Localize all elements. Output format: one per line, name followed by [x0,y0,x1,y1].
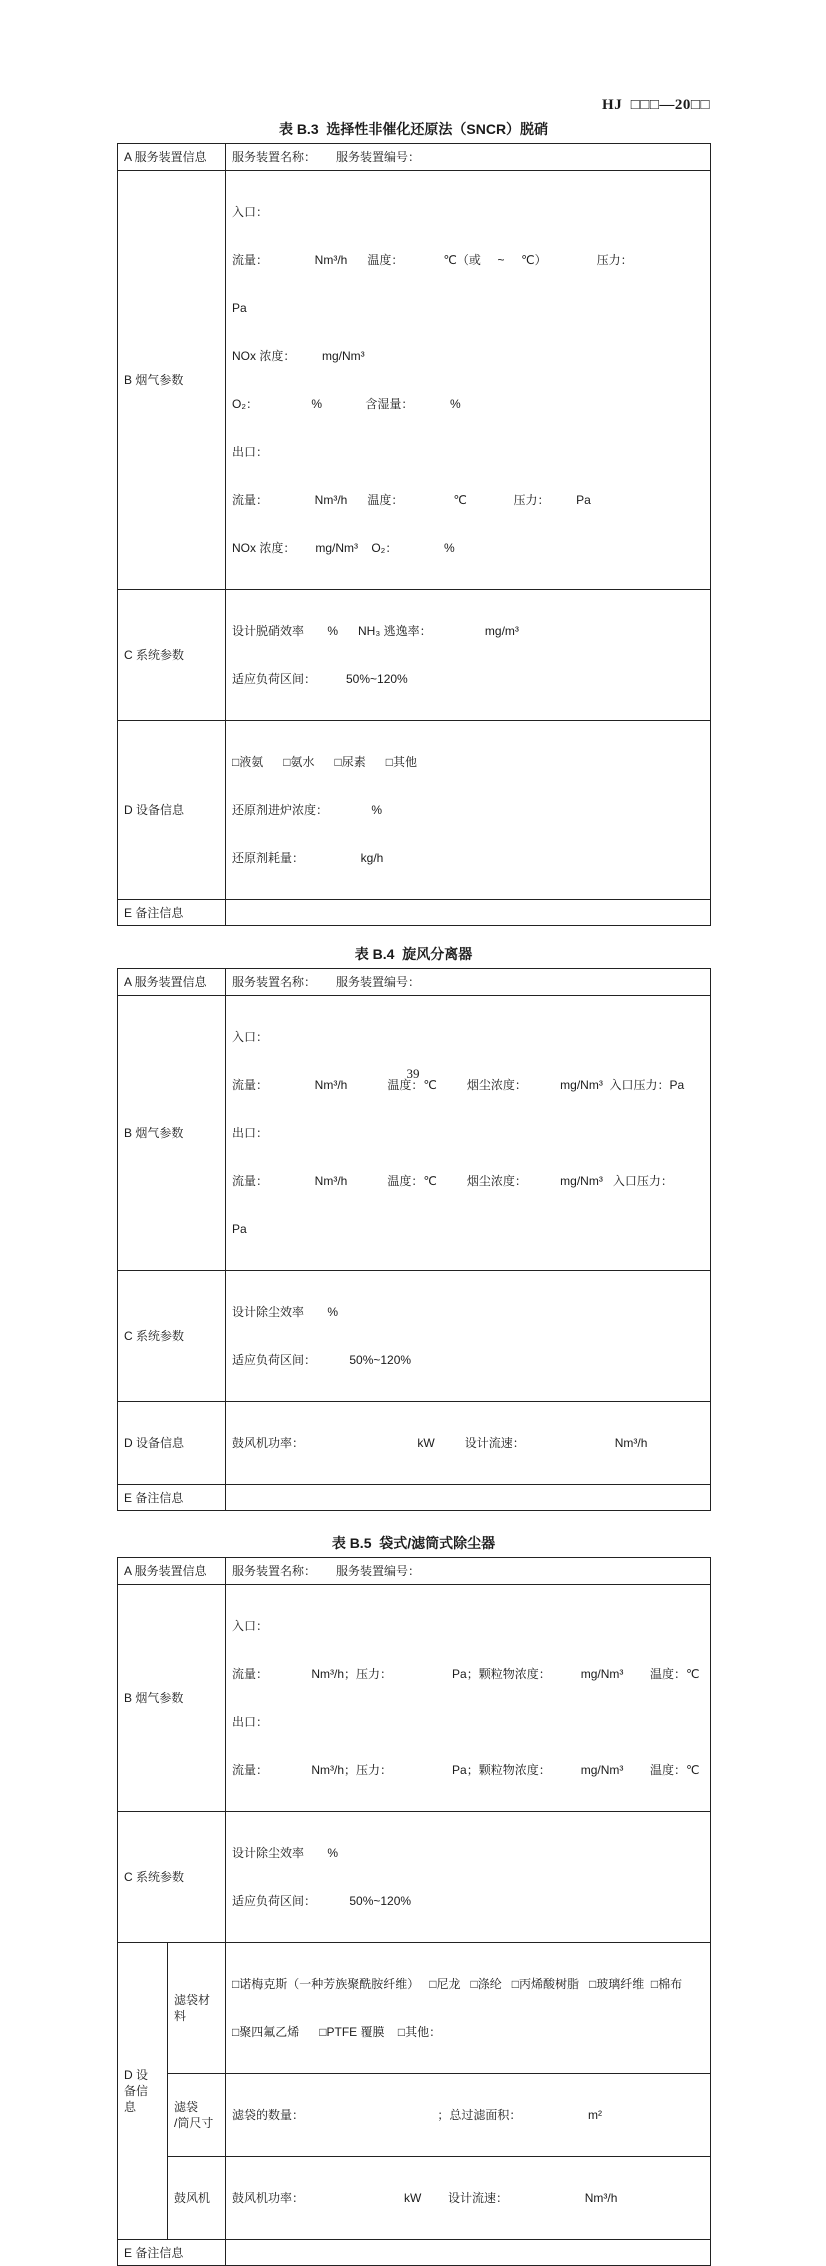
b3-row-a [118,144,711,171]
b5-row-d3-sublabel: 鼓风机 [168,2157,226,2240]
b3-row-c-label: C 系统参数 [118,590,226,721]
b5-row-d-label: D 设 备信 息 [118,1943,168,2240]
b5-row-c-content [226,1812,711,1943]
b3-row-d [118,721,711,900]
b3-row-a-content: 服务装置名称： 服务装置编号： [226,144,711,171]
table-b5-title: 表 B.5 袋式/滤筒式除尘器 [331,1535,496,1551]
b4-row-c [118,1271,711,1402]
cell-line: 设计除尘效率 % [232,1846,339,1860]
cell-line: O₂： % 含湿量： % [232,397,461,411]
cell-line: Pa [232,1222,247,1236]
cell-line: 流量： Nm³/h 温度：℃ 烟尘浓度： mg/Nm³ 入口压力： [232,1174,673,1188]
b3-row-b-label: B 烟气参数 [118,171,226,590]
standard-code-header: HJ □□□—20□□ [602,97,710,113]
b5-row-e [118,2240,711,2266]
cell-line: 还原剂耗量： kg/h [232,851,384,865]
cell-line: Pa [232,301,247,315]
cell-line: 设计除尘效率 % [232,1305,339,1319]
cell-line: 入口： [232,1619,269,1633]
b5-row-e-label: E 备注信息 [118,2240,226,2266]
b4-row-b-content [226,996,711,1271]
b3-row-c [118,590,711,721]
table-b4 [117,968,711,1511]
b5-row-a [118,1558,711,1585]
cell-line: 入口： [232,205,269,219]
b4-row-e-label: E 备注信息 [118,1485,226,1511]
table-b3 [117,143,711,926]
b3-row-d-content [226,721,711,900]
cell-line: 适应负荷区间： 50%~120% [232,1353,412,1367]
b3-row-b [118,171,711,590]
b4-row-a-content: 服务装置名称： 服务装置编号： [226,969,711,996]
b3-row-b-content [226,171,711,590]
b5-row-b-content [226,1585,711,1812]
cell-line: 滤袋的数量： ；总过滤面积： m² [232,2108,603,2122]
b5-row-d3 [118,2157,711,2240]
b3-row-a-label: A 服务装置信息 [118,144,226,171]
b3-row-e-content [226,900,711,926]
b5-row-b-label: B 烟气参数 [118,1585,226,1812]
cell-line: NOx 浓度： mg/Nm³ [232,349,365,363]
b4-row-d-content [226,1402,711,1485]
page-content [117,97,710,2266]
cell-line: 设计脱硝效率 % NH₃ 逃逸率： mg/m³ [232,624,519,638]
b5-row-a-content: 服务装置名称： 服务装置编号： [226,1558,711,1585]
cell-line: 出口： [232,1126,269,1140]
cell-line: 流量： Nm³/h；压力： Pa；颗粒物浓度： mg/Nm³ 温度：℃ [232,1763,700,1777]
b5-row-e-content [226,2240,711,2266]
table-b3-title: 表 B.3 选择性非催化还原法（SNCR）脱硝 [278,121,549,137]
cell-line: 流量： Nm³/h 温度：℃ 烟尘浓度： mg/Nm³ 入口压力：Pa [232,1078,685,1092]
b3-row-e-label: E 备注信息 [118,900,226,926]
cell-line: 流量： Nm³/h；压力： Pa；颗粒物浓度： mg/Nm³ 温度：℃ [232,1667,700,1681]
filter-material-checkbox-row: □聚四氟乙烯 □PTFE 覆膜 □其他： [232,2025,442,2039]
cell-line: 还原剂进炉浓度： % [232,803,383,817]
b5-row-d1-content [226,1943,711,2074]
b5-row-d2-sublabel: 滤袋 /筒尺寸 [168,2074,226,2157]
cell-line: NOx 浓度： mg/Nm³ O₂： % [232,541,455,555]
b3-row-e [118,900,711,926]
reagent-checkbox-row: □液氨 □氨水 □尿素 □其他 [232,755,418,769]
b5-row-a-label: A 服务装置信息 [118,1558,226,1585]
b3-row-d-label: D 设备信息 [118,721,226,900]
cell-line: 流量： Nm³/h 温度： ℃（或 ~ ℃） 压力： [232,253,633,267]
cell-line: 适应负荷区间： 50%~120% [232,672,408,686]
b5-row-d1 [118,1943,711,2074]
cell-line: 鼓风机功率： kW 设计流速： Nm³/h [232,1436,648,1450]
b4-row-a [118,969,711,996]
cell-line: 流量： Nm³/h 温度： ℃ 压力： Pa [232,493,591,507]
b5-row-d3-content [226,2157,711,2240]
b4-row-d-label: D 设备信息 [118,1402,226,1485]
b4-row-b-label: B 烟气参数 [118,996,226,1271]
filter-material-checkbox-row: □诺梅克斯（一种芳族聚酰胺纤维） □尼龙 □涤纶 □丙烯酸树脂 □玻璃纤维 □棉布 [232,1977,683,1991]
b5-row-d2-content [226,2074,711,2157]
cell-line: 出口： [232,445,269,459]
b4-row-c-label: C 系统参数 [118,1271,226,1402]
b4-row-c-content [226,1271,711,1402]
cell-line: 鼓风机功率： kW 设计流速： Nm³/h [232,2191,618,2205]
table-b4-title: 表 B.4 旋风分离器 [354,946,473,962]
b5-row-c [118,1812,711,1943]
b3-row-c-content [226,590,711,721]
b5-row-c-label: C 系统参数 [118,1812,226,1943]
b5-row-d2 [118,2074,711,2157]
b4-row-e [118,1485,711,1511]
cell-line: 适应负荷区间： 50%~120% [232,1894,412,1908]
table-b5 [117,1557,711,2266]
cell-line: 入口： [232,1030,269,1044]
b4-row-e-content [226,1485,711,1511]
b4-row-a-label: A 服务装置信息 [118,969,226,996]
cell-line: 出口： [232,1715,269,1729]
b5-row-b [118,1585,711,1812]
b4-row-d [118,1402,711,1485]
b4-row-b [118,996,711,1271]
page-number: 39 [406,1066,420,1081]
b5-row-d1-sublabel: 滤袋材 料 [168,1943,226,2074]
